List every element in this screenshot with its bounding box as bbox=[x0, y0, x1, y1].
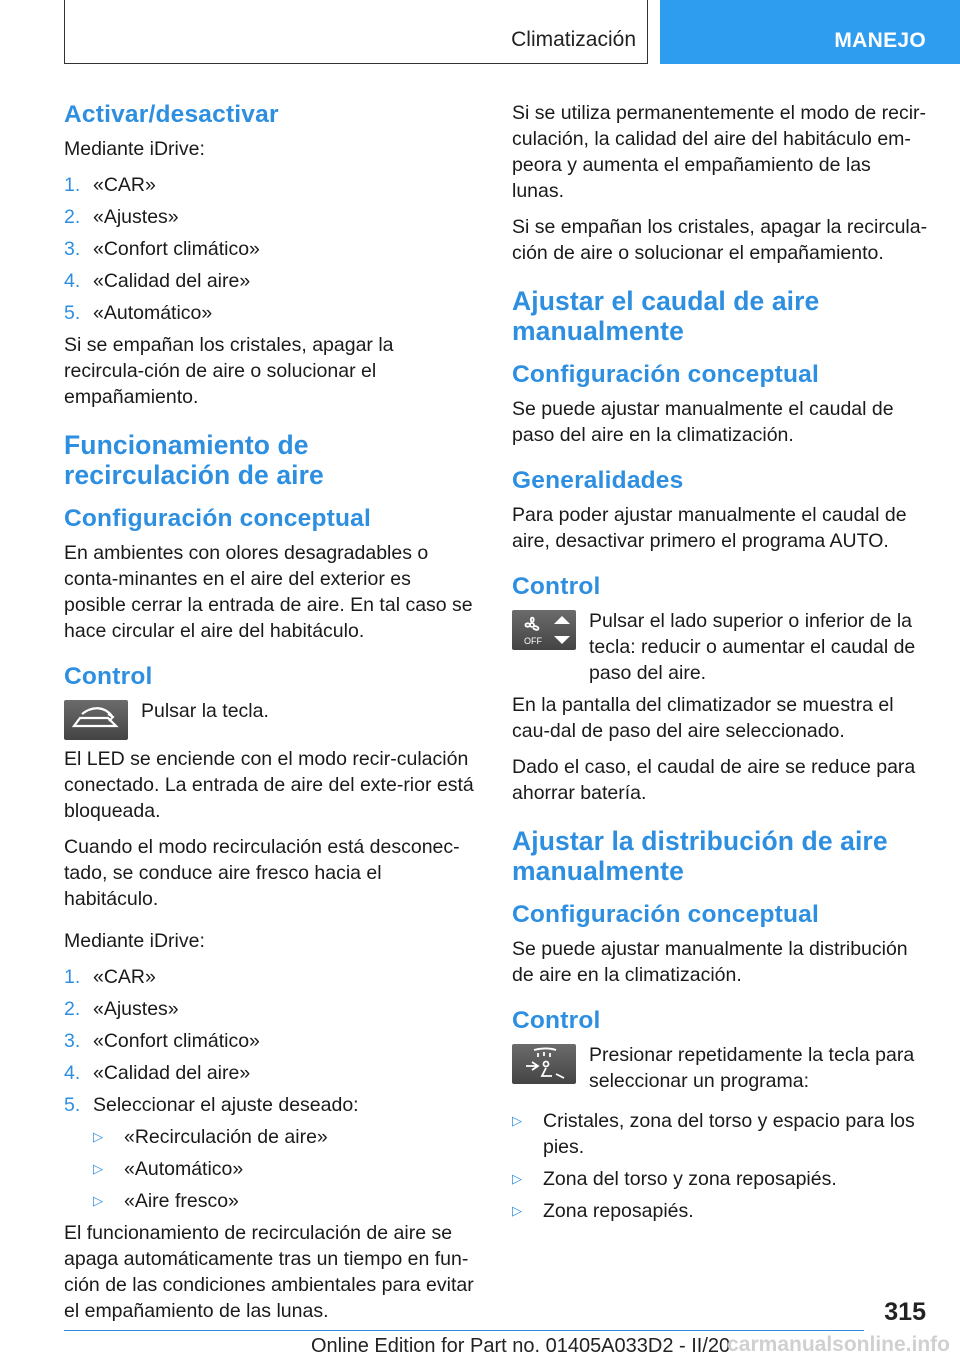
distribution-press-text: Presionar repetidamente la tecla para seleccionar un programa: bbox=[589, 1044, 915, 1092]
svg-text:OFF: OFF bbox=[524, 636, 542, 646]
general-text: Para poder ajustar manualmente el caudal de aire, desactivar primero el programa AUTO. bbox=[512, 504, 907, 552]
display-text: En la pantalla del climatizador se muestra el cau-dal de paso del aire seleccionado. bbox=[512, 694, 894, 742]
heading-distribution: Ajustar la distribución de aire manualmente bbox=[512, 826, 888, 886]
list-item: ▷ «Aire fresco» bbox=[93, 1190, 239, 1212]
permanent-note: Si se utiliza permanentemente el modo de recir-culación, la calidad del aire del habitáculo em-peora y aumenta el empañamiento de las lunas. bbox=[512, 102, 927, 202]
heading-concept: Configuración conceptual bbox=[64, 505, 371, 532]
list-item: ▷ «Recirculación de aire» bbox=[93, 1126, 328, 1148]
triangle-bullet-icon: ▷ bbox=[512, 1113, 522, 1128]
heading-control: Control bbox=[64, 663, 153, 690]
list-item: 4. «Calidad del aire» bbox=[64, 1062, 251, 1084]
heading-concept-2: Configuración conceptual bbox=[512, 361, 819, 388]
watermark: carmanualsonline.info bbox=[727, 1333, 950, 1356]
fan-speed-button-icon bbox=[512, 610, 576, 650]
list-item: 1. «CAR» bbox=[64, 174, 156, 196]
battery-text: Dado el caso, el caudal de aire se reduce para ahorrar batería. bbox=[512, 756, 916, 804]
heading-activar: Activar/desactivar bbox=[64, 101, 279, 128]
distribution-button-row bbox=[512, 1042, 928, 1094]
idrive-intro-1: Mediante iDrive: bbox=[64, 138, 205, 160]
triangle-bullet-icon: ▷ bbox=[93, 1161, 103, 1176]
list-item: ▷ Zona reposapiés. bbox=[512, 1200, 694, 1222]
auto-off-text: El funcionamiento de recirculación de aire se apaga automáticamente tras un tiempo en fun-ción de las condiciones ambientales para evitar el empañamiento de las lunas. bbox=[64, 1222, 474, 1322]
list-item: 3. «Confort climático» bbox=[64, 238, 260, 260]
section-title: Climatización bbox=[511, 28, 636, 51]
heading-general: Generalidades bbox=[512, 467, 684, 494]
air-distribution-button-icon bbox=[512, 1044, 576, 1084]
recirculation-button-icon bbox=[64, 700, 128, 740]
fog-note-2: Si se empañan los cristales, apagar la recircula-ción de aire o solucionar el empañamiento. bbox=[512, 216, 928, 264]
steps-list-1 bbox=[64, 172, 478, 326]
list-item: ▷ Cristales, zona del torso y espacio para los pies. bbox=[512, 1110, 915, 1158]
list-item: ▷ «Automático» bbox=[93, 1158, 244, 1180]
list-item: ▷ Zona del torso y zona reposapiés. bbox=[512, 1168, 837, 1190]
fan-press-text: Pulsar el lado superior o inferior de la tecla: reducir o aumentar el caudal de paso del aire. bbox=[589, 610, 916, 684]
heading-control-3: Control bbox=[512, 1007, 601, 1034]
triangle-bullet-icon: ▷ bbox=[93, 1129, 103, 1144]
page-number: 315 bbox=[884, 1298, 926, 1326]
triangle-bullet-icon: ▷ bbox=[512, 1171, 522, 1186]
concept-text-3: Se puede ajustar manualmente la distribución de aire en la climatización. bbox=[512, 938, 908, 986]
heading-airflow: Ajustar el caudal de aire manualmente bbox=[512, 286, 820, 346]
list-item: 3. «Confort climático» bbox=[64, 1030, 260, 1052]
list-item: 5. «Automático» bbox=[64, 302, 213, 324]
press-key-text: Pulsar la tecla. bbox=[141, 700, 269, 722]
triangle-bullet-icon: ▷ bbox=[93, 1193, 103, 1208]
concept-text: En ambientes con olores desagradables o conta-minantes en el aire del exterior es posible cerrar la entrada de aire. En tal caso se hace circular el aire del habitáculo. bbox=[64, 542, 473, 642]
footer-divider bbox=[64, 1330, 864, 1331]
list-item: 2. «Ajustes» bbox=[64, 206, 179, 228]
idrive-intro-2: Mediante iDrive: bbox=[64, 930, 205, 952]
list-item: 5. Seleccionar el ajuste deseado: bbox=[64, 1094, 359, 1116]
list-item: 1. «CAR» bbox=[64, 966, 156, 988]
right-column bbox=[512, 100, 928, 1230]
left-column bbox=[64, 100, 478, 1334]
fog-note: Si se empañan los cristales, apagar la recircula-ción de aire o solucionar el empañamiento. bbox=[64, 334, 394, 408]
concept-text-2: Se puede ajustar manualmente el caudal de paso del aire en la climatización. bbox=[512, 398, 894, 446]
program-list bbox=[512, 1108, 928, 1224]
heading-recirculation: Funcionamiento de recirculación de aire bbox=[64, 430, 324, 490]
list-item: 2. «Ajustes» bbox=[64, 998, 179, 1020]
steps-list-2 bbox=[64, 964, 478, 1118]
triangle-bullet-icon: ▷ bbox=[512, 1203, 522, 1218]
list-item: 4. «Calidad del aire» bbox=[64, 270, 251, 292]
recirc-button-row bbox=[64, 698, 478, 740]
heading-control-2: Control bbox=[512, 573, 601, 600]
option-list bbox=[64, 1124, 478, 1214]
edition-text: Online Edition for Part no. 01405A033D2 - II/20 bbox=[311, 1335, 731, 1357]
fan-button-row bbox=[512, 608, 928, 686]
chapter-tab[interactable]: MANEJO bbox=[660, 0, 960, 64]
led-text: El LED se enciende con el modo recir-culación conectado. La entrada de aire del exte-rior está bloqueada. bbox=[64, 748, 474, 822]
heading-concept-3: Configuración conceptual bbox=[512, 901, 819, 928]
off-text: Cuando el modo recirculación está desconec-tado, se conduce aire fresco hacia el habitáculo. bbox=[64, 836, 460, 910]
